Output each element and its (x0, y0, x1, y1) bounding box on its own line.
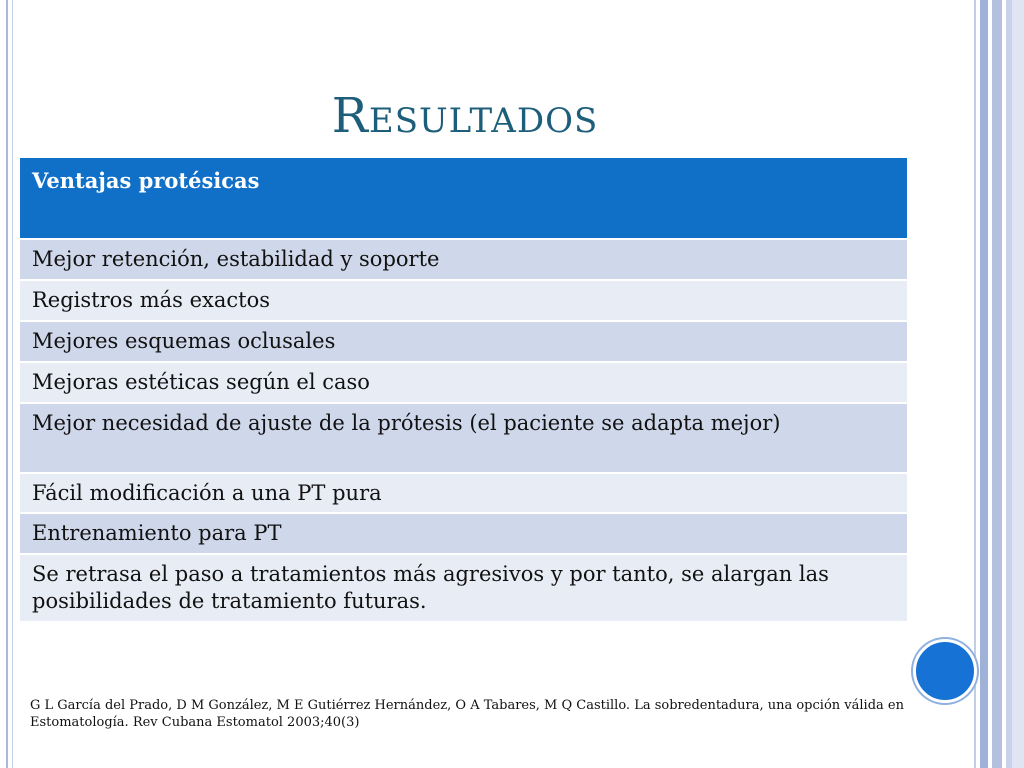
table-row (20, 473, 907, 514)
table-header-cell: Ventajas protésicas (20, 158, 907, 239)
table-row (20, 321, 907, 362)
table-row (20, 280, 907, 321)
table-cell: Mejoras estéticas según el caso (20, 362, 907, 403)
slide-title: Resultados (331, 88, 599, 144)
table-row (20, 403, 907, 473)
table-cell: Fácil modificación a una PT pura (20, 473, 907, 514)
table-row (20, 239, 907, 280)
table-cell: Mejores esquemas oclusales (20, 321, 907, 362)
table-cell: Entrenamiento para PT (20, 513, 907, 554)
table-row (20, 362, 907, 403)
table-row (20, 513, 907, 554)
advantages-table (20, 158, 907, 623)
citation-text: G L García del Prado, D M González, M E Gutiérrez Hernández, O A Tabares, M Q Castillo. La sobredentadura, una opción válida en Estomatología. Rev Cubana Estomatol 2003;40(3) (30, 698, 904, 731)
table-cell: Se retrasa el paso a tratamientos más agresivos y por tanto, se alargan las posibilidades de tratamiento futuras. (20, 554, 907, 622)
table-cell: Registros más exactos (20, 280, 907, 321)
table-cell: Mejor retención, estabilidad y soporte (20, 239, 907, 280)
table-row (20, 554, 907, 622)
right-decorative-stripes (972, 0, 1024, 768)
table-header-row (20, 158, 907, 239)
table-cell: Mejor necesidad de ajuste de la prótesis (el paciente se adapta mejor) (20, 403, 907, 473)
decorative-circle (913, 639, 977, 703)
